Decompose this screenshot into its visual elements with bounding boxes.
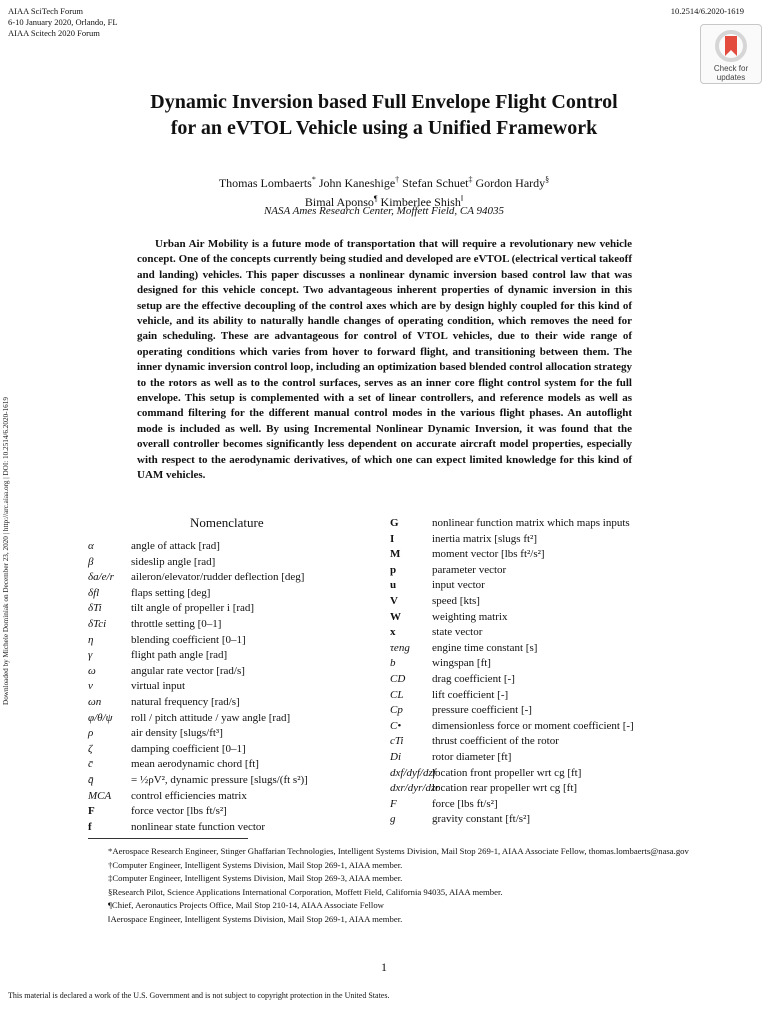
nomenclature-left-column	[88, 539, 388, 835]
nomenclature-symbol: ζ	[88, 742, 93, 755]
nomenclature-right-column	[390, 516, 690, 828]
footnote-divider	[88, 838, 248, 839]
nomenclature-entry	[88, 555, 388, 571]
footnote: ‖Aerospace Engineer, Intelligent Systems Division, Mail Stop 269-1, AIAA member.	[108, 913, 403, 924]
nomenclature-description: force vector [lbs ft/s²]	[131, 805, 227, 818]
nomenclature-description: location front propeller wrt cg [ft]	[432, 766, 582, 779]
nomenclature-entry	[390, 532, 690, 548]
author-name: Thomas Lombaerts	[218, 176, 312, 190]
nomenclature-symbol: Cp	[390, 704, 403, 717]
nomenclature-entry	[390, 594, 690, 610]
header-line: AIAA SciTech Forum	[8, 6, 83, 16]
nomenclature-entry	[390, 641, 690, 657]
footnote: *Aerospace Research Engineer, Stinger Ghaffarian Technologies, Intelligent Systems Division, Mail Stop 269-1, AIAA Associate Fellow, thomas.lombaerts@nasa.gov	[108, 846, 689, 856]
nomenclature-description: gravity constant [ft/s²]	[432, 813, 530, 826]
footnote: ¶Chief, Aeronautics Projects Office, Mail Stop 210-14, AIAA Associate Fellow	[108, 900, 384, 910]
nomenclature-symbol: F	[390, 797, 397, 810]
nomenclature-entry	[88, 586, 388, 602]
nomenclature-symbol: G	[390, 517, 399, 529]
header-line: AIAA Scitech 2020 Forum	[8, 28, 100, 38]
nomenclature-description: control efficiencies matrix	[131, 789, 247, 802]
nomenclature-entry	[390, 563, 690, 579]
author-line-1	[60, 172, 708, 191]
affiliation: NASA Ames Research Center, Moffett Field, CA 94035	[263, 205, 505, 217]
author-mark: ‖	[460, 194, 464, 203]
title-line: for an eVTOL Vehicle using a Unified Framework	[170, 117, 598, 139]
conference-header	[8, 6, 118, 39]
nomenclature-entry	[390, 610, 690, 626]
author-name: Kimberlee Shish	[380, 195, 461, 209]
nomenclature-description: parameter vector	[432, 563, 507, 576]
nomenclature-description: rotor diameter [ft]	[432, 750, 512, 763]
nomenclature-entry	[88, 570, 388, 586]
nomenclature-entry	[390, 516, 690, 532]
author-mark: *	[311, 175, 316, 184]
download-watermark: Downloaded by Michele Dominiak on December 23, 2020 | http://arc.aiaa.org | DOI: 10.2514/6.2020-1619	[2, 397, 10, 705]
nomenclature-description: drag coefficient [-]	[432, 672, 515, 685]
nomenclature-description: dimensionless force or moment coefficient [-]	[432, 719, 634, 732]
nomenclature-symbol: CD	[390, 672, 406, 685]
nomenclature-symbol: u	[390, 579, 397, 592]
author-mark: ¶	[373, 194, 378, 203]
nomenclature-symbol: C•	[390, 719, 402, 732]
nomenclature-description: tilt angle of propeller i [rad]	[131, 602, 255, 615]
author-name: Bimal Aponso	[304, 195, 374, 209]
author-mark: ‡	[468, 175, 473, 184]
nomenclature-description: sideslip angle [rad]	[131, 555, 216, 568]
nomenclature-description: air density [slugs/ft³]	[131, 727, 223, 740]
author-name: John Kaneshige	[318, 176, 396, 190]
nomenclature-description: force [lbs ft/s²]	[432, 797, 498, 810]
nomenclature-symbol: ωn	[88, 695, 102, 708]
footnote: §Research Pilot, Science Applications International Corporation, Moffett Field, California 94035, AIAA member.	[108, 886, 503, 897]
nomenclature-entry	[390, 625, 690, 641]
nomenclature-heading: Nomenclature	[190, 515, 264, 530]
nomenclature-entry	[390, 578, 690, 594]
nomenclature-entry	[390, 688, 690, 704]
nomenclature-description: natural frequency [rad/s]	[131, 695, 240, 708]
nomenclature-description: angle of attack [rad]	[131, 540, 220, 552]
nomenclature-description: virtual input	[131, 680, 186, 693]
nomenclature-symbol: F	[88, 805, 95, 818]
nomenclature-description: throttle setting [0–1]	[131, 617, 222, 630]
nomenclature-description: angular rate vector [rad/s]	[131, 664, 245, 677]
nomenclature-description: nonlinear function matrix which maps inputs	[432, 517, 630, 529]
footnotes	[90, 845, 690, 926]
nomenclature-description: thrust coefficient of the rotor	[432, 735, 559, 748]
page-number: 1	[381, 960, 387, 974]
nomenclature-symbol: φ/θ/ψ	[88, 711, 113, 724]
nomenclature-description: input vector	[432, 579, 485, 592]
nomenclature-entry	[390, 719, 690, 735]
check-for-updates-label: Check for updates	[713, 64, 749, 82]
nomenclature-entry	[88, 664, 388, 680]
nomenclature-symbol: M	[390, 548, 401, 561]
nomenclature-symbol: δfl	[88, 586, 100, 599]
nomenclature-entry	[88, 757, 388, 773]
nomenclature-entry	[88, 711, 388, 727]
nomenclature-symbol: W	[390, 610, 401, 623]
nomenclature-entry	[88, 539, 388, 555]
doi-text: 10.2514/6.2020-1619	[670, 6, 744, 16]
abstract: Urban Air Mobility is a future mode of transportation that will require a revolutionary new vehicle concept. One of the concepts currently being studied and developed are eVTOL (electrical vertical takeoff and landing) vehicles. This paper discusses a nonlinear dynamic inversion based control law that was designed for this vehicle concept. Two advantageous inherent properties of dynamic inversion in this setup are the effective decoupling of the control axes which are by design highly coupled for this kind of vehicle, and its ability to naturally handle changes of operating condition, which removes the need for gain scheduling. These are advantageous for control of VTOL vehicles, due to their wide range of operating conditions which varies from hover to forward flight, and transitioning between them. The inner dynamic inversion control loop, including an optimization based blended control allocation strategy to the rotors as well as to the control surfaces, serves as an inner core flight control system for the full envelope. This setup is complemented with a set of linear controllers, and reference models as well as command filtering for the different manual control modes in the various flight phases. An autoflight mode is included as well. By using Incremental Nonlinear Dynamic Inversion, it was found that the overall controller becomes significantly less dependent on accurate aircraft model properties, especially with respect to the aerodynamic derivatives, of which one can expect limited knowledge for this kind of UAM vehicles.	[137, 238, 632, 482]
nomenclature-entry	[88, 601, 388, 617]
nomenclature-symbol: x	[390, 626, 396, 639]
nomenclature-description: inertia matrix [slugs ft²]	[432, 532, 538, 545]
nomenclature-symbol: V	[390, 594, 398, 607]
nomenclature-entry	[88, 820, 388, 836]
footnote: ‡Computer Engineer, Intelligent Systems Division, Mail Stop 269-3, AIAA member.	[108, 873, 403, 883]
nomenclature-description: mean aerodynamic chord [ft]	[131, 758, 259, 771]
nomenclature-description: engine time constant [s]	[432, 641, 538, 654]
author-mark: §	[545, 175, 550, 184]
nomenclature-description: pressure coefficient [-]	[432, 704, 532, 717]
nomenclature-entry	[88, 742, 388, 758]
nomenclature-symbol: δTi	[88, 602, 102, 615]
nomenclature-description: nonlinear state function vector	[131, 820, 266, 833]
nomenclature-symbol: β	[88, 555, 94, 568]
nomenclature-symbol: γ	[88, 649, 93, 662]
nomenclature-description: speed [kts]	[432, 594, 480, 607]
nomenclature-description: roll / pitch attitude / yaw angle [rad]	[131, 711, 291, 724]
nomenclature-description: lift coefficient [-]	[432, 688, 509, 701]
nomenclature-entry	[390, 734, 690, 750]
nomenclature-symbol: I	[390, 532, 395, 545]
nomenclature-symbol: g	[390, 813, 396, 826]
nomenclature-entry	[390, 781, 690, 797]
nomenclature-symbol: ρ	[88, 727, 94, 740]
nomenclature-description: damping coefficient [0–1]	[131, 742, 246, 755]
nomenclature-description: flaps setting [deg]	[131, 586, 211, 599]
paper-title	[60, 89, 708, 141]
nomenclature-symbol: δTci	[88, 617, 107, 630]
nomenclature-entry	[88, 773, 388, 789]
nomenclature-symbol: Di	[390, 750, 401, 763]
nomenclature-symbol: δa/e/r	[88, 571, 114, 584]
nomenclature-entry	[390, 656, 690, 672]
nomenclature-description: aileron/elevator/rudder deflection [deg]	[131, 571, 305, 584]
bookmark-ribbon-icon	[715, 30, 747, 62]
author-name: Gordon Hardy	[475, 176, 546, 190]
nomenclature-entry	[390, 797, 690, 813]
nomenclature-entry	[88, 679, 388, 695]
author-mark: †	[395, 175, 400, 184]
nomenclature-symbol: τeng	[390, 641, 410, 654]
nomenclature-entry	[390, 672, 690, 688]
nomenclature-symbol: q̄	[88, 773, 94, 786]
nomenclature-description: state vector	[432, 626, 483, 639]
nomenclature-entry	[88, 648, 388, 664]
nomenclature-symbol: ω	[88, 664, 96, 677]
nomenclature-description: location rear propeller wrt cg [ft]	[432, 782, 578, 795]
nomenclature-description: flight path angle [rad]	[131, 649, 228, 662]
nomenclature-entry	[88, 726, 388, 742]
nomenclature-symbol: ν	[88, 680, 93, 693]
title-line: Dynamic Inversion based Full Envelope Flight Control	[150, 91, 618, 113]
nomenclature-entry	[390, 703, 690, 719]
nomenclature-symbol: dxr/dyr/dzr	[390, 782, 440, 795]
nomenclature-entry	[390, 750, 690, 766]
nomenclature-symbol: CL	[390, 688, 404, 701]
nomenclature-symbol: c̄	[88, 758, 93, 771]
nomenclature-symbol: cTi	[390, 735, 404, 748]
nomenclature-description: wingspan [ft]	[432, 657, 491, 670]
nomenclature-symbol: α	[88, 540, 94, 552]
nomenclature-entry	[390, 812, 690, 828]
nomenclature-symbol: f	[88, 820, 92, 833]
nomenclature-entry	[88, 804, 388, 820]
nomenclature-entry	[88, 633, 388, 649]
nomenclature-entry	[88, 789, 388, 805]
nomenclature-entry	[88, 695, 388, 711]
nomenclature-symbol: p	[390, 563, 397, 576]
nomenclature-symbol: η	[88, 633, 94, 646]
copyright-note: This material is declared a work of the U.S. Government and is not subject to copyright protection in the United States.	[8, 991, 390, 1000]
nomenclature-symbol: MCA	[88, 789, 112, 802]
check-for-updates-button[interactable]	[700, 24, 762, 84]
nomenclature-entry	[390, 547, 690, 563]
nomenclature-entry	[88, 617, 388, 633]
nomenclature-description: weighting matrix	[432, 610, 508, 623]
nomenclature-description: moment vector [lbs ft²/s²]	[432, 548, 545, 561]
nomenclature-entry	[390, 766, 690, 782]
nomenclature-description: = ½ρV², dynamic pressure [slugs/(ft s²)]	[131, 773, 308, 786]
nomenclature-symbol: dxf/dyf/dzf	[390, 766, 436, 779]
nomenclature-symbol: b	[390, 657, 396, 670]
footnote: †Computer Engineer, Intelligent Systems Division, Mail Stop 269-1, AIAA member.	[108, 859, 403, 870]
nomenclature-description: blending coefficient [0–1]	[131, 633, 246, 646]
header-line: 6-10 January 2020, Orlando, FL	[8, 17, 118, 27]
author-name: Stefan Schuet	[402, 176, 469, 190]
